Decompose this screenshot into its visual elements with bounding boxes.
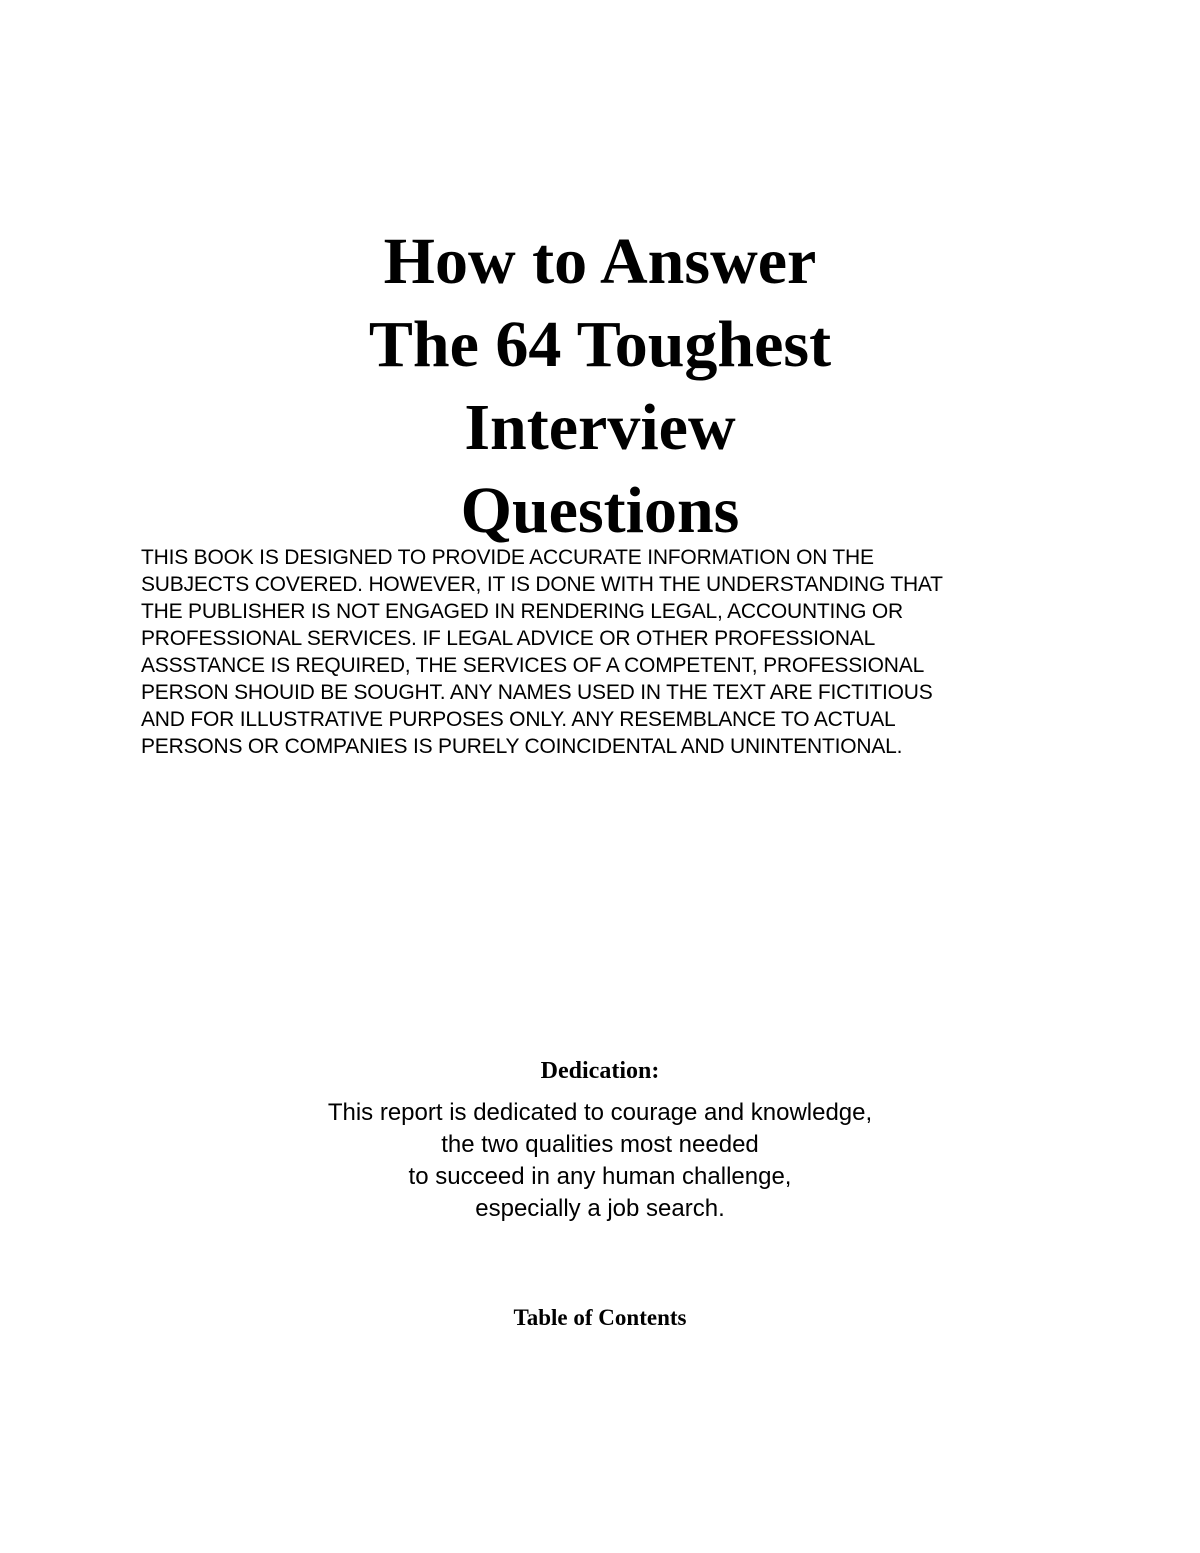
book-title [0,220,1200,552]
dedication-line: the two qualities most needed [441,1131,759,1158]
table-of-contents-heading: Table of Contents [513,1305,687,1330]
dedication-line: especially a job search. [475,1195,725,1222]
disclaimer-line: ASSSTANCE IS REQUIRED, THE SERVICES OF A COMPETENT, PROFESSIONAL [141,654,925,677]
title-line: How to Answer [383,225,817,299]
title-line: Interview [464,391,736,465]
disclaimer-paragraph [141,544,1081,760]
disclaimer-line: SUBJECTS COVERED. HOWEVER, IT IS DONE WITH THE UNDERSTANDING THAT [141,573,943,596]
dedication-heading: Dedication: [540,1058,660,1084]
title-line: Questions [460,474,740,548]
dedication-line: This report is dedicated to courage and knowledge, [327,1099,873,1126]
disclaimer-line: PERSONS OR COMPANIES IS PURELY COINCIDENTAL AND UNINTENTIONAL. [141,735,903,758]
title-line: The 64 Toughest [368,308,832,382]
dedication-text [0,1097,1200,1225]
disclaimer-line: PROFESSIONAL SERVICES. IF LEGAL ADVICE OR OTHER PROFESSIONAL [141,627,876,650]
disclaimer-line: THE PUBLISHER IS NOT ENGAGED IN RENDERING LEGAL, ACCOUNTING OR [141,600,904,623]
disclaimer-line: PERSON SHOUID BE SOUGHT. ANY NAMES USED IN THE TEXT ARE FICTITIOUS [141,681,933,704]
disclaimer-line: THIS BOOK IS DESIGNED TO PROVIDE ACCURATE INFORMATION ON THE [141,546,874,569]
disclaimer-line: AND FOR ILLUSTRATIVE PURPOSES ONLY. ANY RESEMBLANCE TO ACTUAL [141,708,896,731]
dedication-line: to succeed in any human challenge, [408,1163,792,1190]
